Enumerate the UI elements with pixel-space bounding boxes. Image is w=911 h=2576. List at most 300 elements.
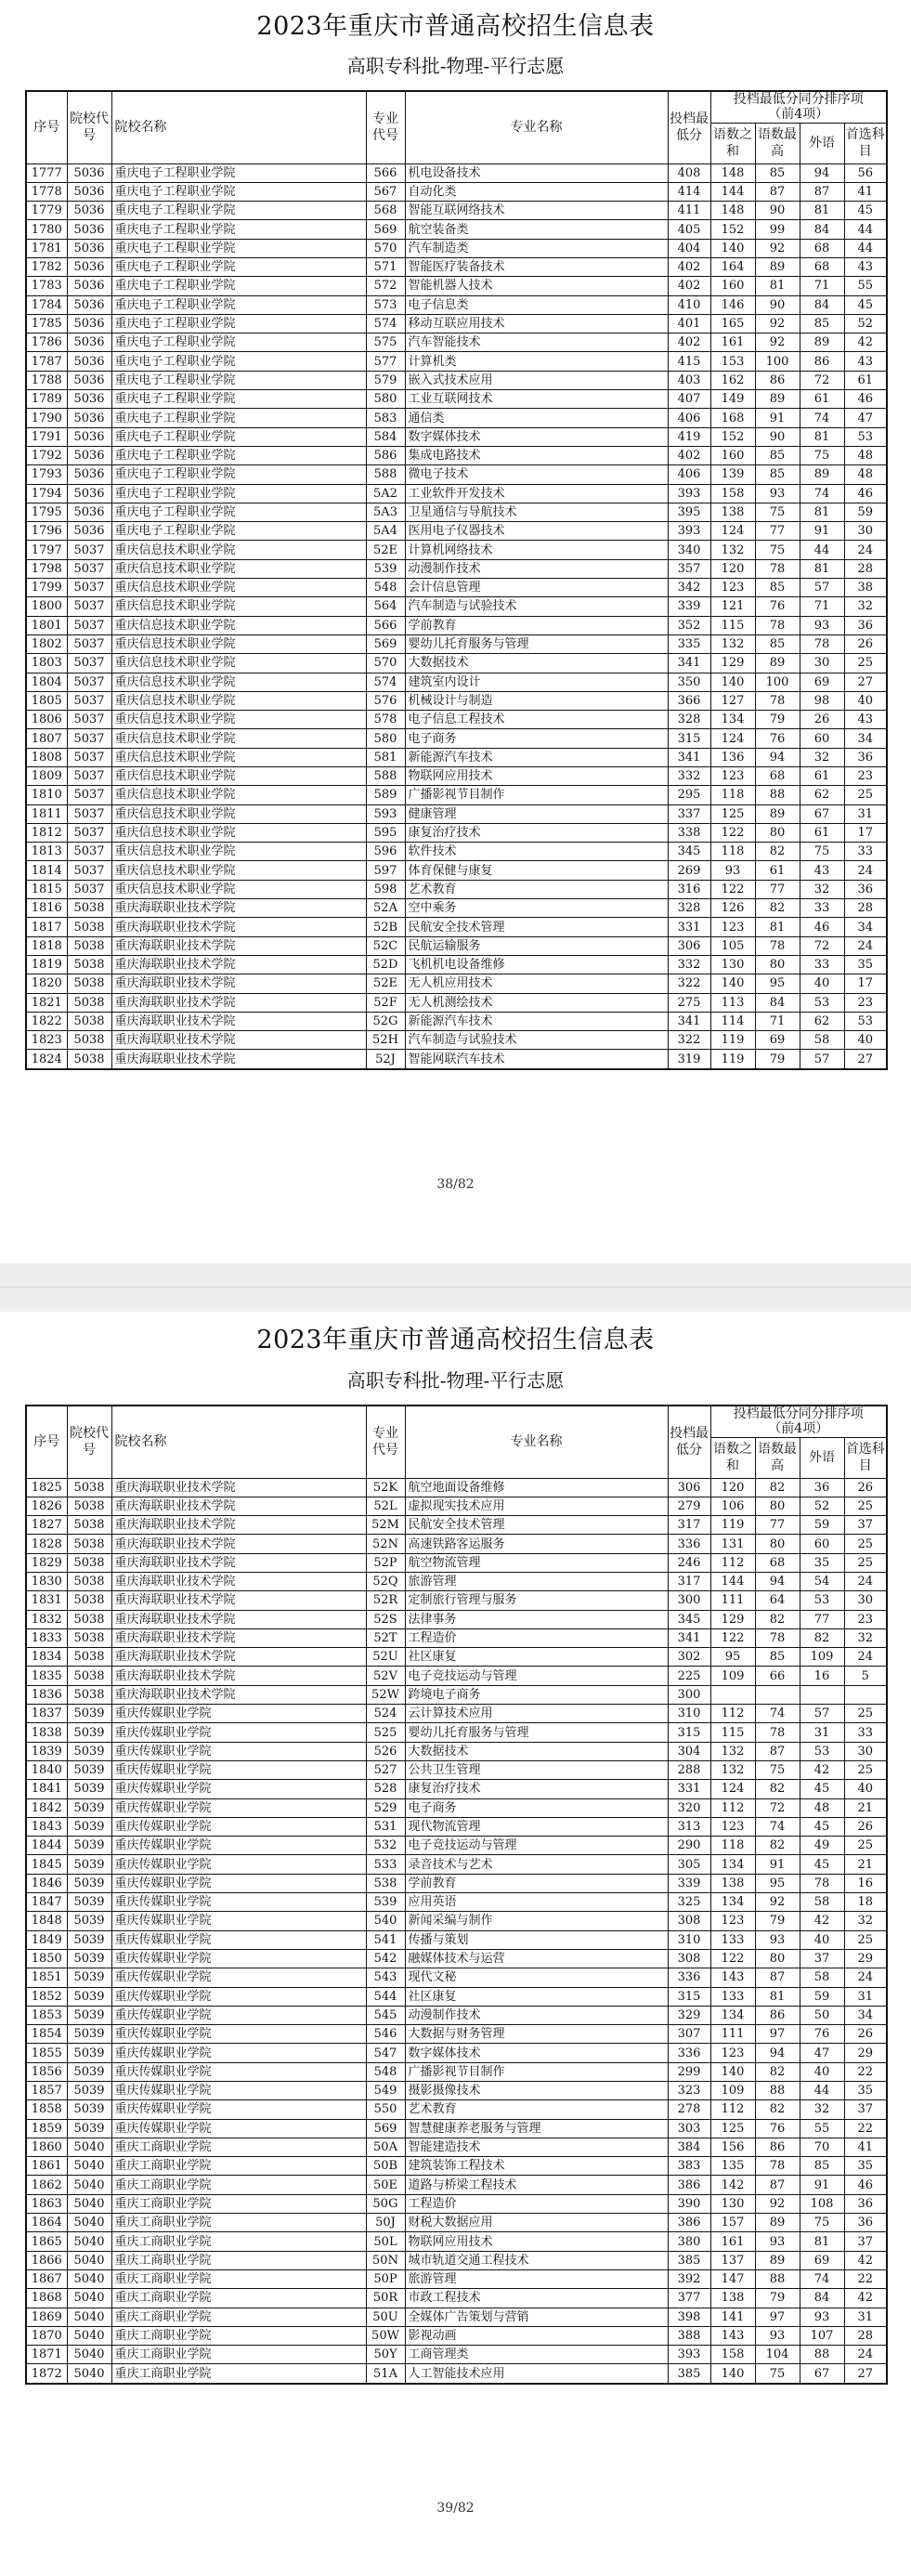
- table-row: [26, 2346, 887, 2364]
- cell-school-name: 重庆传媒职业学院: [111, 2044, 366, 2062]
- cell-yushu-max: 92: [755, 239, 800, 257]
- cell-seq: 1850: [26, 1949, 67, 1968]
- cell-seq: 1822: [26, 1012, 67, 1030]
- table-row: [26, 993, 887, 1012]
- cell-school-code: 5036: [67, 239, 111, 257]
- cell-shouxuan: 5: [844, 1667, 887, 1685]
- cell-major-name: 移动互联应用技术: [405, 314, 668, 333]
- cell-school-code: 5040: [67, 2269, 111, 2288]
- cell-yushu-max: 87: [755, 1742, 800, 1760]
- cell-school-code: 5037: [67, 559, 111, 578]
- cell-school-name: 重庆电子工程职业学院: [111, 352, 366, 371]
- cell-yushu-max: 85: [755, 465, 800, 484]
- cell-yushu-max: 71: [755, 1012, 800, 1030]
- cell-school-name: 重庆传媒职业学院: [111, 2100, 366, 2119]
- cell-waiyu: 74: [800, 484, 844, 503]
- table-row: [26, 1855, 887, 1874]
- table-row: [26, 409, 887, 427]
- cell-major-name: 工程造价: [405, 1628, 668, 1647]
- col-header-shouxuan: 首选科目: [844, 1437, 887, 1478]
- cell-major-name: 动漫制作技术: [405, 559, 668, 578]
- table-row: [26, 465, 887, 484]
- cell-school-name: 重庆电子工程职业学院: [111, 182, 366, 201]
- cell-shouxuan: 25: [844, 1760, 887, 1779]
- cell-waiyu: 89: [800, 333, 844, 352]
- cell-waiyu: 98: [800, 691, 844, 710]
- cell-shouxuan: 38: [844, 579, 887, 597]
- cell-yushu: 138: [710, 1874, 755, 1892]
- cell-seq: 1845: [26, 1855, 67, 1874]
- cell-major-code: 574: [366, 673, 405, 691]
- cell-major-name: 大数据技术: [405, 1742, 668, 1760]
- table-row: [26, 1012, 887, 1030]
- cell-waiyu: 52: [800, 1497, 844, 1515]
- table-row: [26, 1798, 887, 1817]
- rank-group-sub: （前4项）: [768, 107, 829, 123]
- cell-waiyu: 57: [800, 1050, 844, 1069]
- cell-school-name: 重庆电子工程职业学院: [111, 409, 366, 427]
- table-row: [26, 2194, 887, 2213]
- cell-major-code: 568: [366, 202, 405, 220]
- cell-seq: 1821: [26, 993, 67, 1012]
- cell-major-code: 574: [366, 314, 405, 333]
- cell-school-code: 5039: [67, 1705, 111, 1723]
- cell-school-code: 5038: [67, 1648, 111, 1667]
- cell-major-name: 工业软件开发技术: [405, 484, 668, 503]
- cell-yushu-max: 89: [755, 2214, 800, 2232]
- cell-shouxuan: 26: [844, 1817, 887, 1836]
- cell-shouxuan: 28: [844, 899, 887, 918]
- cell-seq: 1780: [26, 220, 67, 239]
- cell-major-code: 52B: [366, 918, 405, 936]
- cell-school-code: 5039: [67, 1912, 111, 1930]
- cell-school-code: 5039: [67, 1760, 111, 1779]
- cell-yushu-max: 90: [755, 295, 800, 314]
- cell-school-code: 5039: [67, 2025, 111, 2044]
- table-row: [26, 654, 887, 673]
- table-row: [26, 239, 887, 257]
- cell-yushu: 144: [710, 182, 755, 201]
- cell-seq: 1846: [26, 1874, 67, 1892]
- cell-yushu-max: 104: [755, 2346, 800, 2364]
- table-row: [26, 2232, 887, 2251]
- cell-seq: 1849: [26, 1930, 67, 1949]
- cell-school-name: 重庆海联职业技术学院: [111, 1478, 366, 1497]
- cell-yushu: 130: [710, 955, 755, 974]
- table-row: [26, 597, 887, 616]
- cell-yushu: 113: [710, 993, 755, 1012]
- cell-major-code: 569: [366, 2119, 405, 2138]
- cell-waiyu: 45: [800, 1855, 844, 1874]
- cell-shouxuan: 42: [844, 2251, 887, 2269]
- table-row: [26, 2025, 887, 2044]
- cell-seq: 1805: [26, 691, 67, 710]
- cell-shouxuan: 43: [844, 711, 887, 729]
- cell-yushu-max: 89: [755, 257, 800, 276]
- table-row: [26, 1912, 887, 1930]
- cell-yushu: 114: [710, 1012, 755, 1030]
- cell-school-code: 5039: [67, 1949, 111, 1968]
- table-row: [26, 2251, 887, 2269]
- cell-min-score: 332: [668, 955, 710, 974]
- cell-seq: 1820: [26, 974, 67, 993]
- cell-shouxuan: 32: [844, 597, 887, 616]
- cell-min-score: 325: [668, 1893, 710, 1912]
- cell-seq: 1856: [26, 2062, 67, 2081]
- cell-school-code: 5036: [67, 371, 111, 389]
- cell-major-code: 586: [366, 446, 405, 464]
- table-row: [26, 711, 887, 729]
- cell-waiyu: 82: [800, 1628, 844, 1647]
- page-number: 39/82: [436, 2501, 475, 2516]
- cell-major-code: 569: [366, 220, 405, 239]
- table-row: [26, 823, 887, 842]
- cell-yushu: 122: [710, 823, 755, 842]
- cell-seq: 1836: [26, 1685, 67, 1704]
- table-row: [26, 1667, 887, 1685]
- table-row: [26, 2214, 887, 2232]
- cell-yushu-max: 82: [755, 899, 800, 918]
- cell-shouxuan: 23: [844, 993, 887, 1012]
- cell-school-code: 5040: [67, 2251, 111, 2269]
- cell-major-code: 52F: [366, 993, 405, 1012]
- table-row: [26, 1893, 887, 1912]
- cell-major-code: 572: [366, 277, 405, 295]
- cell-major-code: 545: [366, 2006, 405, 2024]
- cell-school-name: 重庆工商职业学院: [111, 2251, 366, 2269]
- cell-waiyu: 40: [800, 1930, 844, 1949]
- cell-waiyu: 50: [800, 2006, 844, 2024]
- cell-shouxuan: 24: [844, 1572, 887, 1590]
- cell-seq: 1777: [26, 163, 67, 182]
- cell-major-code: 580: [366, 390, 405, 409]
- cell-yushu: 105: [710, 936, 755, 955]
- table-row: [26, 484, 887, 503]
- cell-major-name: 物联网应用技术: [405, 767, 668, 786]
- cell-school-name: 重庆电子工程职业学院: [111, 257, 366, 276]
- cell-waiyu: 81: [800, 503, 844, 521]
- cell-yushu: 137: [710, 2251, 755, 2269]
- cell-yushu: 125: [710, 804, 755, 823]
- table-row: [26, 202, 887, 220]
- cell-yushu: 138: [710, 503, 755, 521]
- cell-seq: 1852: [26, 1987, 67, 2006]
- cell-yushu-max: 76: [755, 2119, 800, 2138]
- cell-school-name: 重庆传媒职业学院: [111, 1949, 366, 1968]
- cell-school-name: 重庆工商职业学院: [111, 2214, 366, 2232]
- table-row: [26, 936, 887, 955]
- cell-yushu-max: 93: [755, 2232, 800, 2251]
- cell-yushu: 158: [710, 2346, 755, 2364]
- cell-yushu: 106: [710, 1497, 755, 1515]
- table-row: [26, 1930, 887, 1949]
- cell-major-name: 旅游管理: [405, 1572, 668, 1590]
- cell-seq: 1783: [26, 277, 67, 295]
- cell-major-name: 法律事务: [405, 1610, 668, 1628]
- cell-school-name: 重庆传媒职业学院: [111, 2082, 366, 2100]
- cell-yushu: 135: [710, 2157, 755, 2176]
- cell-yushu-max: 82: [755, 2100, 800, 2119]
- cell-shouxuan: 21: [844, 1798, 887, 1817]
- cell-waiyu: 30: [800, 654, 844, 673]
- cell-major-name: 艺术教育: [405, 880, 668, 898]
- cell-waiyu: 62: [800, 786, 844, 804]
- cell-school-name: 重庆信息技术职业学院: [111, 559, 366, 578]
- cell-shouxuan: 25: [844, 1553, 887, 1572]
- cell-min-score: 377: [668, 2289, 710, 2308]
- cell-school-code: 5037: [67, 861, 111, 880]
- table-row: [26, 503, 887, 521]
- cell-major-name: 新闻采编与制作: [405, 1912, 668, 1930]
- table-body: [26, 163, 887, 1069]
- cell-yushu: 140: [710, 2062, 755, 2081]
- cell-shouxuan: 35: [844, 955, 887, 974]
- cell-major-code: 539: [366, 1893, 405, 1912]
- cell-waiyu: 58: [800, 1031, 844, 1050]
- rank-group-sub: （前4项）: [768, 1421, 829, 1437]
- col-header-seq: 序号: [26, 1406, 67, 1478]
- cell-school-name: 重庆信息技术职业学院: [111, 843, 366, 861]
- cell-school-code: 5040: [67, 2364, 111, 2384]
- cell-major-code: 52S: [366, 1610, 405, 1628]
- cell-seq: 1864: [26, 2214, 67, 2232]
- cell-major-name: 广播影视节目制作: [405, 2062, 668, 2081]
- cell-school-code: 5037: [67, 767, 111, 786]
- cell-major-code: 577: [366, 352, 405, 371]
- cell-school-name: 重庆电子工程职业学院: [111, 503, 366, 521]
- table-row: [26, 804, 887, 823]
- cell-school-code: 5037: [67, 579, 111, 597]
- cell-shouxuan: 17: [844, 823, 887, 842]
- cell-yushu: 132: [710, 1742, 755, 1760]
- col-header-school: 院校名称: [111, 91, 366, 163]
- cell-shouxuan: 26: [844, 1478, 887, 1497]
- cell-major-code: 570: [366, 239, 405, 257]
- cell-waiyu: 46: [800, 918, 844, 936]
- cell-seq: 1855: [26, 2044, 67, 2062]
- cell-seq: 1779: [26, 202, 67, 220]
- cell-shouxuan: 27: [844, 673, 887, 691]
- cell-waiyu: 68: [800, 239, 844, 257]
- cell-min-score: 384: [668, 2138, 710, 2156]
- cell-school-code: 5036: [67, 503, 111, 521]
- cell-waiyu: 53: [800, 1742, 844, 1760]
- cell-major-code: 525: [366, 1723, 405, 1742]
- cell-major-name: 计算机网络技术: [405, 541, 668, 559]
- cell-min-score: 366: [668, 691, 710, 710]
- cell-waiyu: 44: [800, 2082, 844, 2100]
- cell-seq: 1841: [26, 1780, 67, 1798]
- col-header-major-code: 专业代号: [366, 1406, 405, 1478]
- cell-yushu-max: 94: [755, 2044, 800, 2062]
- cell-school-code: 5036: [67, 409, 111, 427]
- cell-yushu-max: 75: [755, 503, 800, 521]
- cell-major-name: 学前教育: [405, 616, 668, 634]
- cell-min-score: 335: [668, 634, 710, 653]
- cell-yushu: 160: [710, 446, 755, 464]
- cell-school-name: 重庆传媒职业学院: [111, 1705, 366, 1723]
- cell-school-code: 5036: [67, 295, 111, 314]
- cell-school-code: 5039: [67, 1723, 111, 1742]
- cell-waiyu: 84: [800, 220, 844, 239]
- cell-major-name: 建筑室内设计: [405, 673, 668, 691]
- cell-school-name: 重庆电子工程职业学院: [111, 427, 366, 446]
- cell-yushu-max: 97: [755, 2308, 800, 2326]
- cell-major-name: 智能互联网络技术: [405, 202, 668, 220]
- table-row: [26, 1516, 887, 1535]
- cell-min-score: 315: [668, 729, 710, 748]
- cell-seq: 1863: [26, 2194, 67, 2213]
- cell-major-code: 50W: [366, 2326, 405, 2345]
- cell-yushu: 161: [710, 333, 755, 352]
- cell-min-score: 342: [668, 579, 710, 597]
- cell-school-code: 5037: [67, 691, 111, 710]
- cell-seq: 1842: [26, 1798, 67, 1817]
- cell-school-code: 5036: [67, 522, 111, 541]
- table-row: [26, 2006, 887, 2024]
- table-row: [26, 843, 887, 861]
- table-row: [26, 220, 887, 239]
- cell-school-name: 重庆工商职业学院: [111, 2138, 366, 2156]
- cell-seq: 1824: [26, 1050, 67, 1069]
- admission-table: [25, 90, 888, 1070]
- cell-major-code: 52A: [366, 899, 405, 918]
- cell-major-code: 593: [366, 804, 405, 823]
- cell-major-code: 52D: [366, 955, 405, 974]
- cell-min-score: 332: [668, 767, 710, 786]
- cell-seq: 1798: [26, 559, 67, 578]
- cell-yushu-max: 80: [755, 1535, 800, 1553]
- cell-school-code: 5039: [67, 1874, 111, 1892]
- cell-school-name: 重庆信息技术职业学院: [111, 861, 366, 880]
- cell-yushu-max: 78: [755, 1628, 800, 1647]
- cell-yushu-max: 69: [755, 1031, 800, 1050]
- cell-seq: 1794: [26, 484, 67, 503]
- cell-min-score: 385: [668, 2364, 710, 2384]
- cell-waiyu: 42: [800, 1912, 844, 1930]
- cell-min-score: 345: [668, 1610, 710, 1628]
- cell-min-score: 404: [668, 239, 710, 257]
- cell-school-name: 重庆海联职业技术学院: [111, 936, 366, 955]
- cell-yushu: 119: [710, 1031, 755, 1050]
- cell-major-name: 民航安全技术管理: [405, 918, 668, 936]
- cell-shouxuan: 46: [844, 390, 887, 409]
- cell-seq: 1795: [26, 503, 67, 521]
- cell-min-score: 386: [668, 2176, 710, 2194]
- table-row: [26, 955, 887, 974]
- cell-school-name: 重庆工商职业学院: [111, 2289, 366, 2308]
- cell-major-code: 588: [366, 767, 405, 786]
- cell-school-name: 重庆信息技术职业学院: [111, 691, 366, 710]
- cell-major-name: 社区康复: [405, 1648, 668, 1667]
- cell-yushu-max: 85: [755, 446, 800, 464]
- cell-min-score: 388: [668, 2326, 710, 2345]
- cell-school-name: 重庆电子工程职业学院: [111, 333, 366, 352]
- cell-seq: 1810: [26, 786, 67, 804]
- cell-school-code: 5039: [67, 1817, 111, 1836]
- cell-seq: 1786: [26, 333, 67, 352]
- cell-yushu: 118: [710, 1837, 755, 1855]
- cell-yushu: 161: [710, 2232, 755, 2251]
- cell-school-name: 重庆信息技术职业学院: [111, 616, 366, 634]
- cell-yushu: 115: [710, 1723, 755, 1742]
- cell-shouxuan: 25: [844, 786, 887, 804]
- cell-yushu-max: 79: [755, 2289, 800, 2308]
- table-row: [26, 918, 887, 936]
- cell-shouxuan: 24: [844, 541, 887, 559]
- cell-school-code: 5038: [67, 1572, 111, 1590]
- cell-shouxuan: 53: [844, 1012, 887, 1030]
- cell-waiyu: 86: [800, 352, 844, 371]
- cell-seq: 1814: [26, 861, 67, 880]
- cell-major-name: 人工智能技术应用: [405, 2364, 668, 2384]
- cell-waiyu: 59: [800, 1516, 844, 1535]
- cell-min-score: 414: [668, 182, 710, 201]
- cell-min-score: 317: [668, 1516, 710, 1535]
- cell-seq: 1826: [26, 1497, 67, 1515]
- cell-shouxuan: 16: [844, 1874, 887, 1892]
- cell-school-name: 重庆传媒职业学院: [111, 1742, 366, 1760]
- cell-major-name: 新能源汽车技术: [405, 748, 668, 766]
- cell-major-code: 575: [366, 333, 405, 352]
- cell-yushu: 139: [710, 465, 755, 484]
- cell-seq: 1785: [26, 314, 67, 333]
- cell-major-name: 动漫制作技术: [405, 2006, 668, 2024]
- cell-school-code: 5039: [67, 1780, 111, 1798]
- cell-yushu: 132: [710, 1760, 755, 1779]
- table-row: [26, 1874, 887, 1892]
- cell-yushu: 109: [710, 1667, 755, 1685]
- cell-shouxuan: 47: [844, 409, 887, 427]
- cell-major-code: 583: [366, 409, 405, 427]
- table-row: [26, 767, 887, 786]
- cell-school-code: 5038: [67, 1667, 111, 1685]
- cell-min-score: 316: [668, 880, 710, 898]
- cell-seq: 1838: [26, 1723, 67, 1742]
- cell-school-name: 重庆信息技术职业学院: [111, 880, 366, 898]
- cell-school-name: 重庆工商职业学院: [111, 2194, 366, 2213]
- cell-shouxuan: 27: [844, 2364, 887, 2384]
- table-row: [26, 541, 887, 559]
- cell-major-name: 摄影摄像技术: [405, 2082, 668, 2100]
- cell-shouxuan: 40: [844, 691, 887, 710]
- cell-major-name: 无人机应用技术: [405, 974, 668, 993]
- cell-yushu: 115: [710, 616, 755, 634]
- cell-major-name: 录音技术与艺术: [405, 1855, 668, 1874]
- cell-waiyu: 74: [800, 409, 844, 427]
- table-row: [26, 2100, 887, 2119]
- cell-min-score: 352: [668, 616, 710, 634]
- cell-school-code: 5038: [67, 1050, 111, 1069]
- cell-major-name: 跨境电子商务: [405, 1685, 668, 1704]
- cell-yushu-max: 82: [755, 1780, 800, 1798]
- cell-seq: 1857: [26, 2082, 67, 2100]
- cell-yushu-max: 89: [755, 804, 800, 823]
- cell-school-code: 5039: [67, 2119, 111, 2138]
- cell-school-code: 5036: [67, 446, 111, 464]
- cell-min-score: 279: [668, 1497, 710, 1515]
- cell-major-code: 52M: [366, 1516, 405, 1535]
- cell-major-name: 定制旅行管理与服务: [405, 1591, 668, 1610]
- table-row: [26, 559, 887, 578]
- page-subtitle: 高职专科批-物理-平行志愿: [346, 55, 565, 77]
- cell-min-score: 336: [668, 2044, 710, 2062]
- cell-school-name: 重庆信息技术职业学院: [111, 767, 366, 786]
- page-title: 2023年重庆市普通高校招生信息表: [256, 1326, 655, 1354]
- table-row: [26, 729, 887, 748]
- cell-min-score: 405: [668, 220, 710, 239]
- cell-school-code: 5038: [67, 1031, 111, 1050]
